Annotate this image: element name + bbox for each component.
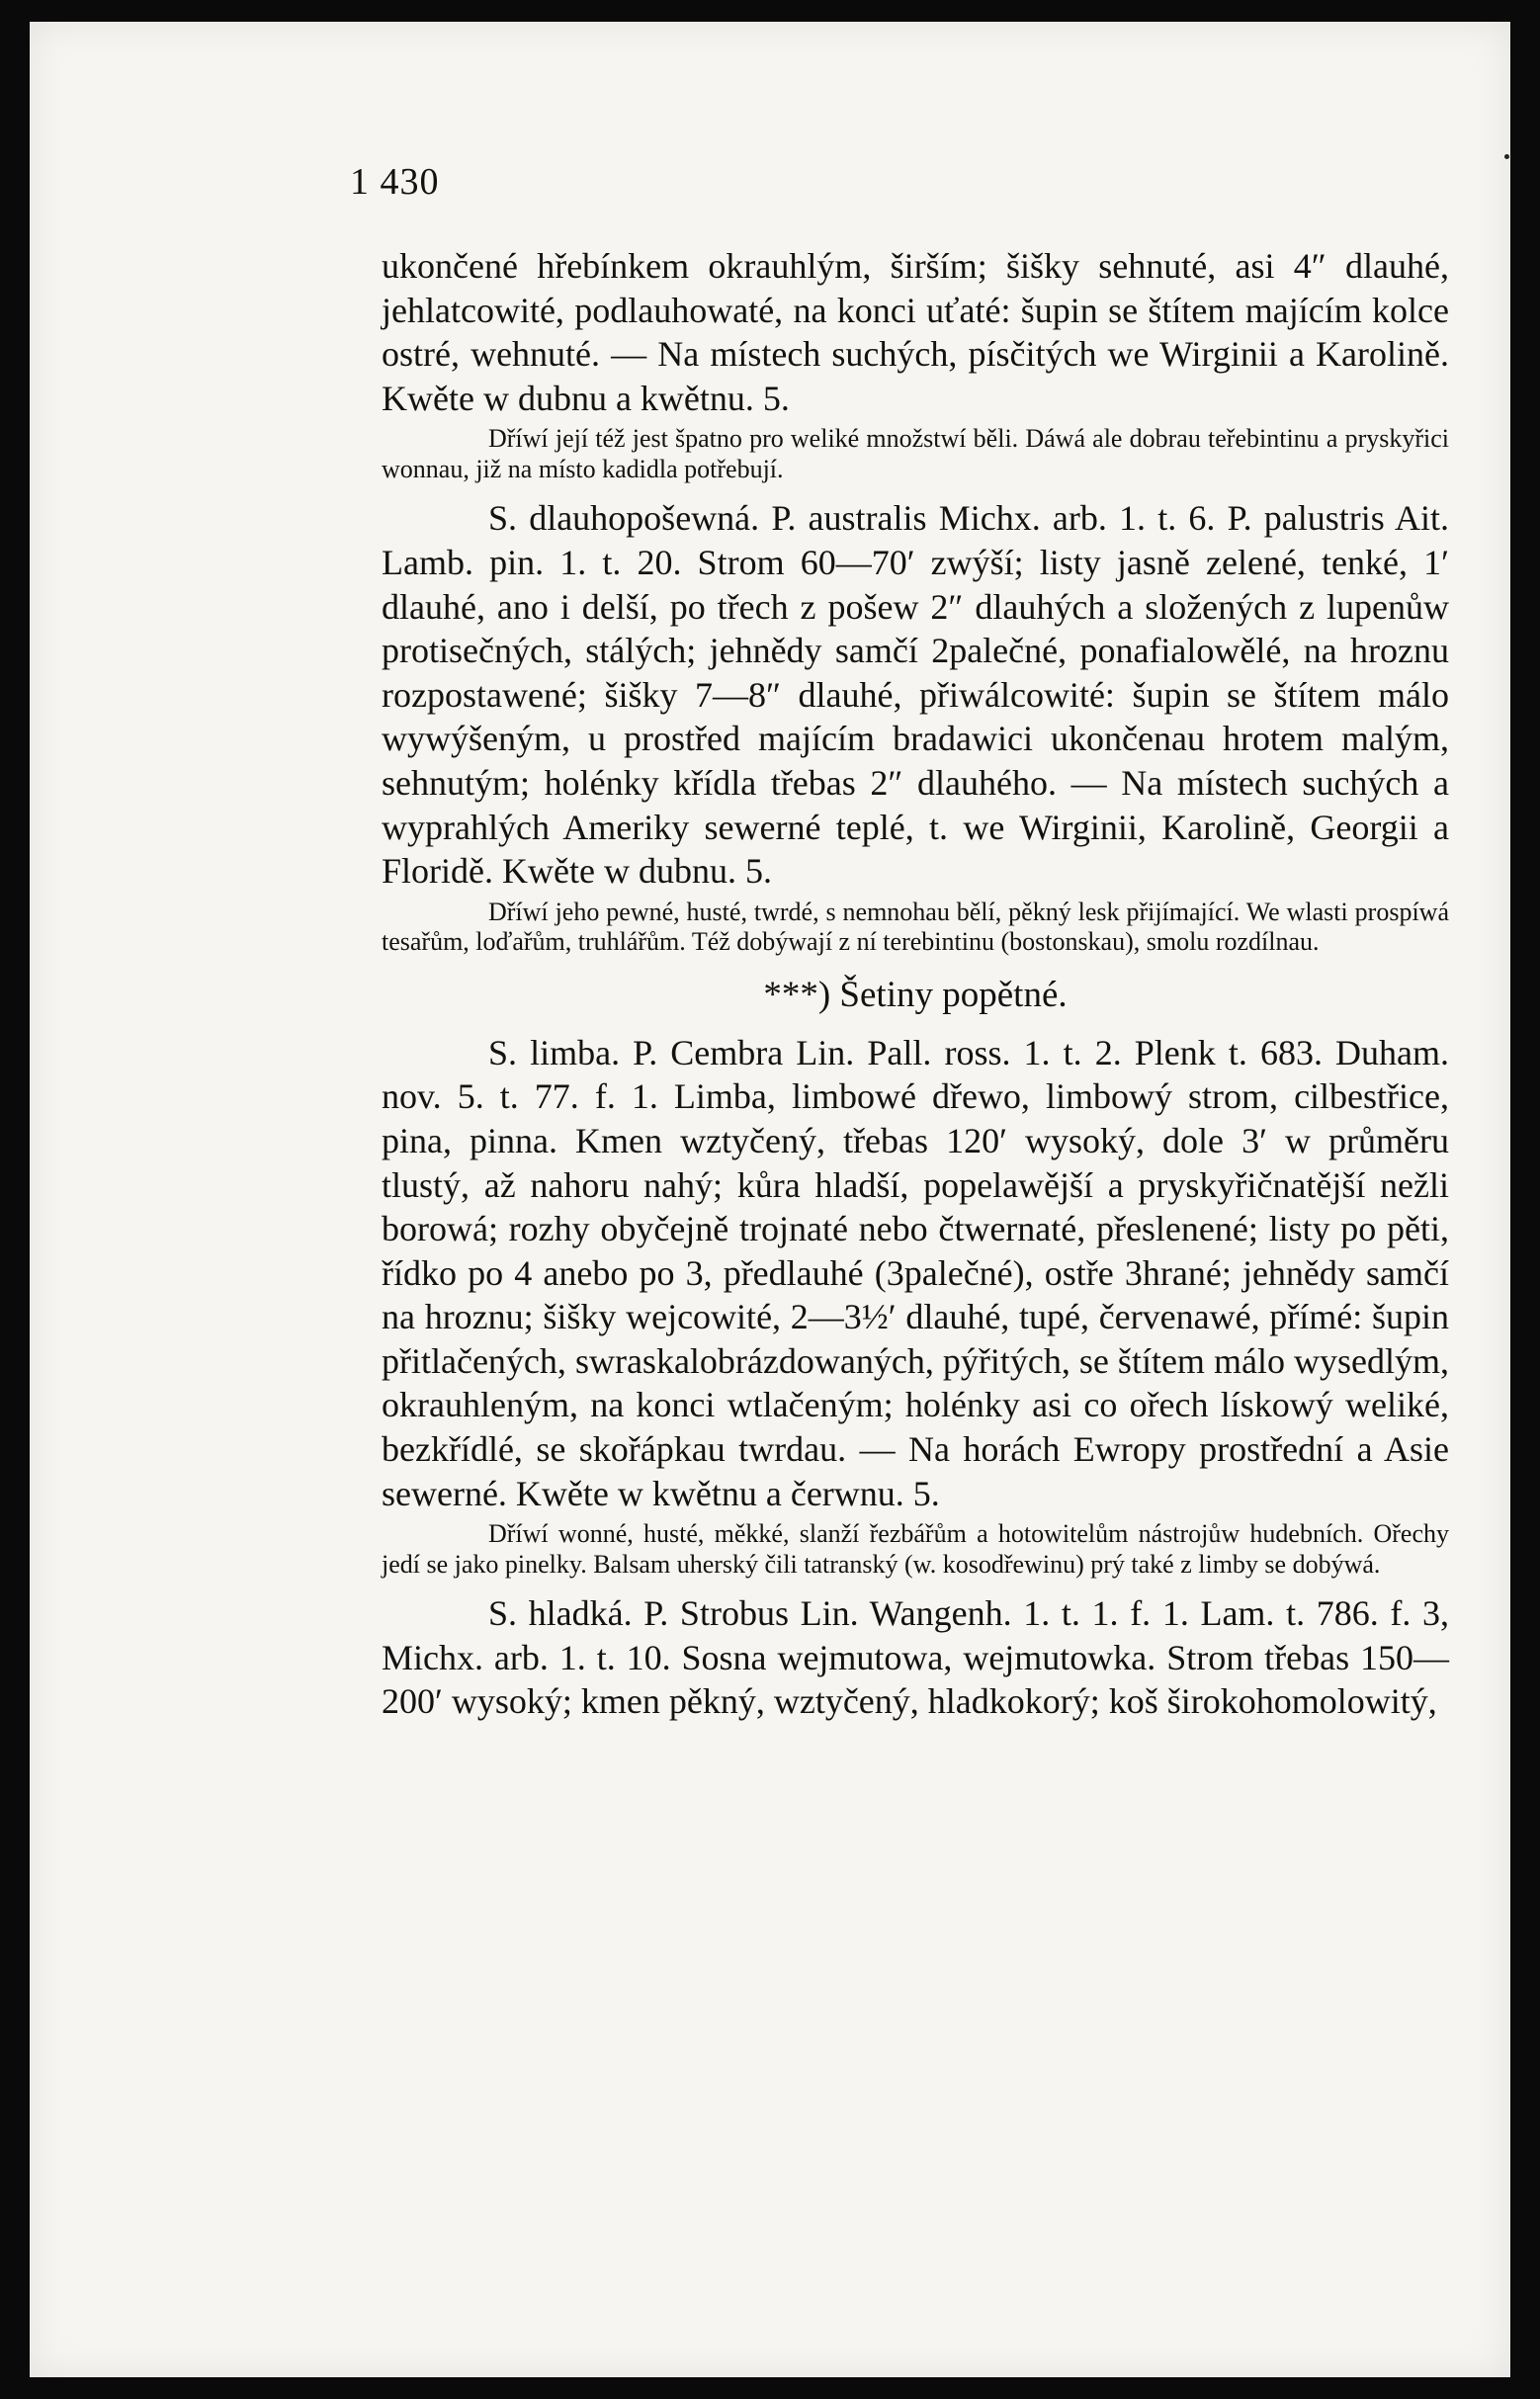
section-heading: ***) Šetiny popětné. (763, 974, 1068, 1015)
paragraph-continuation: ukončené hřebínkem okrauhlým, širším; šišky sehnuté, asi 4″ dlauhé, jehlatcowité, podlauhowaté, na konci uťaté: šupin se štítem majícím kolce ostré, wehnuté. — Na místech suchých, písčitých we Wirginii a Karolině. Kwěte w dubnu a kwětnu. 5. (382, 246, 1449, 418)
note-block-3 (382, 1519, 1449, 1580)
small-note: Dříwí jeho pewné, husté, twrdé, s nemnohau bělí, pěkný lesk přijímající. We wlasti prospíwá tesařům, loďařům, truhlářům. Též dobýwají z ní terebintinu (bostonskau), smolu rozdílnau. (382, 897, 1449, 957)
species-entry-dlauhopošewná: S. dlauhopošewná. P. australis Michx. arb. 1. t. 6. P. palustris Ait. Lamb. pin. 1. t. 20. Strom 60—70′ zwýší; listy jasně zelené, tenké, 1′ dlauhé, ano i delší, po třech z pošew 2″ dlauhých a složených z lupenůw protisečných, stálých; jehnědy samčí 2palečné, ponafialowělé, na hroznu rozpostawené; šišky 7—8″ dlauhé, přiwálcowité: šupin se štítem málo wywýšeným, u prostřed majícím bradawici ukončenau hrotem malým, sehnutým; holénky křídla třebas 2″ dlauhého. — Na místech suchých a wyprahlých Ameriky sewerné teplé, t. we Wirginii, Karolině, Georgii a Floridě. Kwěte w dubnu. 5. (382, 498, 1449, 892)
small-note: Dříwí wonné, husté, měkké, slanží řezbářům a hotowitelům nástrojůw hudebních. Ořechy jedí se jako pinelky. Balsam uherský čili tatranský (w. kosodřewinu) prý také z limby se dobýwá. (382, 1519, 1449, 1579)
page-text (382, 244, 1449, 1724)
note-block-2 (382, 898, 1449, 958)
species-entry-hladka: S. hladká. P. Strobus Lin. Wangenh. 1. t. 1. f. 1. Lam. t. 786. f. 3, Michx. arb. 1. t. 10. Sosna wejmutowa, wejmutowka. Strom třebas 150—200′ wysoký; kmen pěkný, wztyčený, hladkokorý; koš širokohomolowitý, (382, 1593, 1449, 1722)
note-block-1 (382, 424, 1449, 484)
book-page (30, 22, 1510, 2377)
species-entry-limba: S. limba. P. Cembra Lin. Pall. ross. 1. t. 2. Plenk t. 683. Duham. nov. 5. t. 77. f. 1. Limba, limbowé dřewo, limbowý strom, cilbestřice, pina, pinna. Kmen wztyčený, třebas 120′ wysoký, dole 3′ w průměru tlustý, až nahoru nahý; kůra hladší, popelawější a pryskyřičnatější nežli borowá; rozhy obyčejně trojnaté nebo čtwernaté, přeslenené; listy po pěti, řídko po 4 anebo po 3, předlauhé (3palečné), ostře 3hrané; jehnědy samčí na hroznu; šišky wejcowité, 2—3½′ dlauhé, tupé, červenawé, přímé: šupin přitlačených, swraskalobrázdowaných, pýřitých, se štítem málo wysedlým, okrauhleným, na konci wtlačeným; holénky asi co ořech lískowý weliké, bezkřídlé, se skořápkau twrdau. — Na horách Ewropy prostřední a Asie sewerné. Kwěte w kwětnu a čerwnu. 5. (382, 1032, 1449, 1513)
page-number: 1 430 (350, 161, 440, 203)
small-note: Dříwí její též jest špatno pro weliké množstwí běli. Dáwá ale dobrau teřebintinu a pryskyřici wonnau, již na místo kadidla potřebují. (382, 424, 1449, 483)
page-speck (1504, 154, 1509, 159)
